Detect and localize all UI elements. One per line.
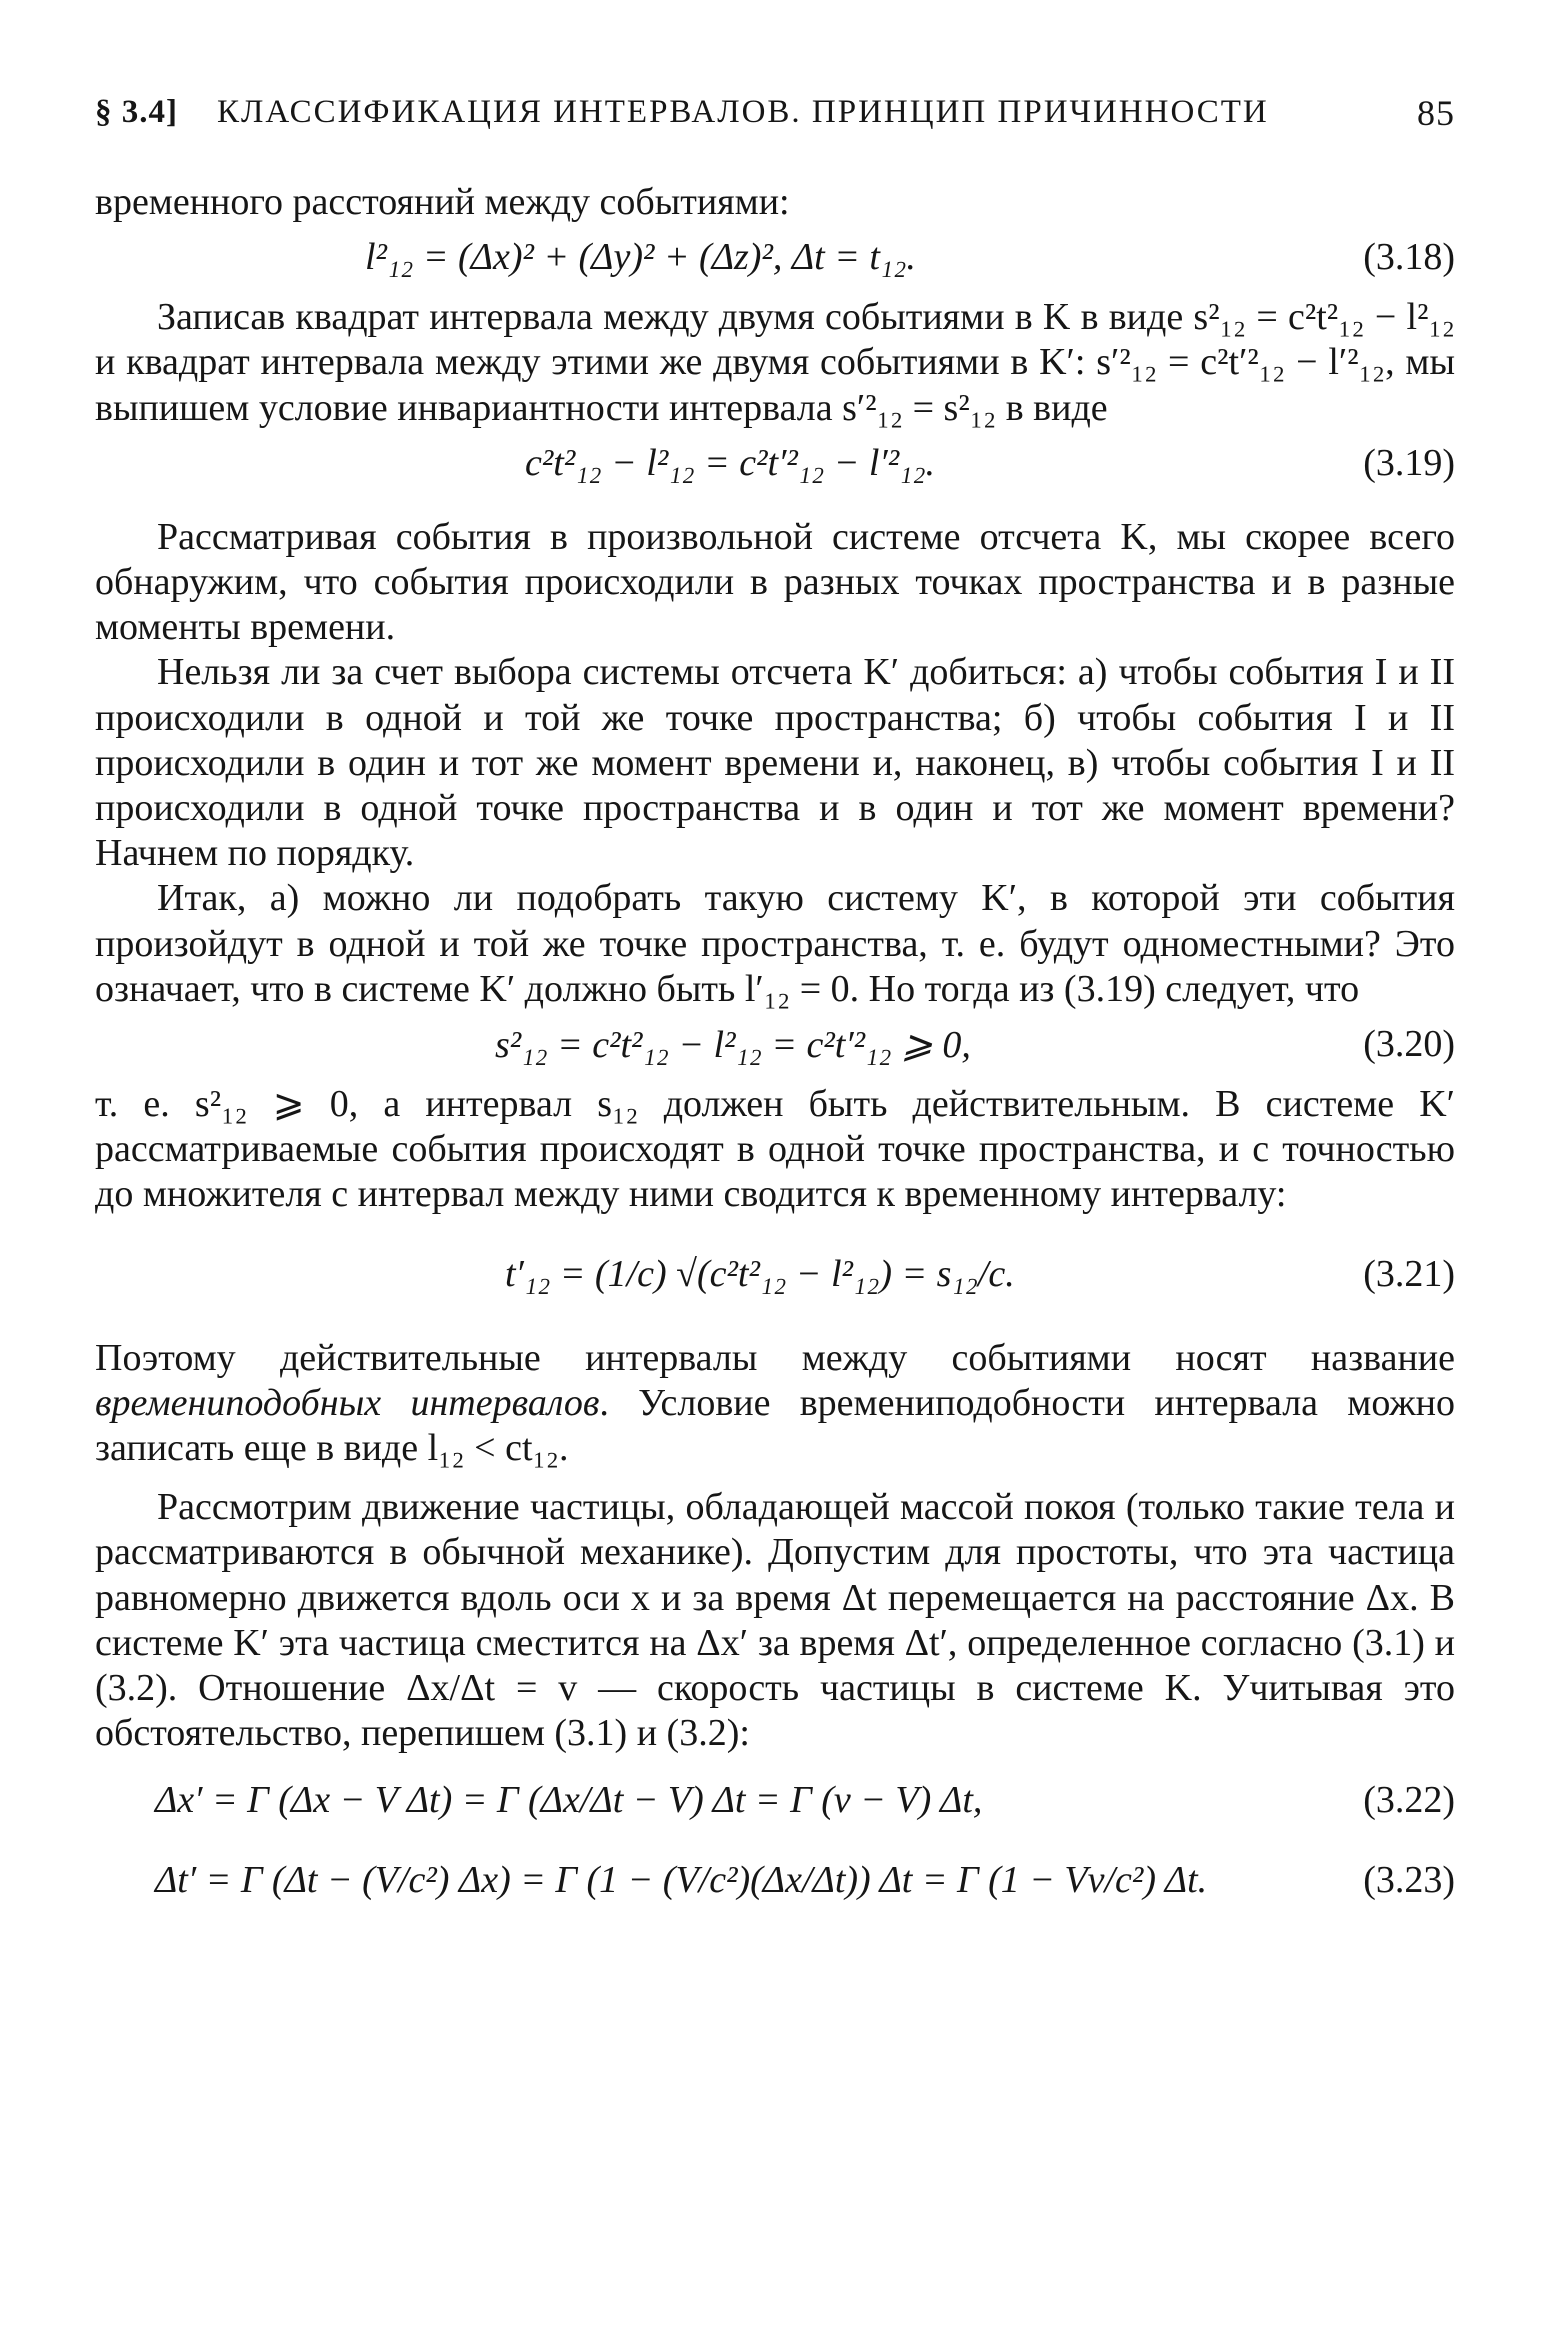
- equation-3-23-number: (3.23): [1363, 1859, 1455, 1902]
- equation-3-20-number: (3.20): [1363, 1023, 1455, 1066]
- equation-3-19-number: (3.19): [1363, 441, 1455, 484]
- equation-3-23-expression: Δt′ = Γ (Δt − (V/c²) Δx) = Γ (1 − (V/c²)(Δx/Δt)) Δt = Γ (1 − Vv/c²) Δt.: [155, 1859, 1208, 1902]
- page-body: [95, 180, 1455, 1928]
- equation-3-19: [95, 431, 1455, 501]
- equation-3-20-expression: s²₁₂ = c²t²₁₂ − l²₁₂ = c²t′²₁₂ ⩾ 0,: [495, 1024, 971, 1067]
- header-title: КЛАССИФИКАЦИЯ ИНТЕРВАЛОВ. ПРИНЦИП ПРИЧИННОСТИ: [217, 94, 1269, 130]
- equation-3-21: [95, 1218, 1455, 1336]
- equation-3-18: [95, 225, 1455, 295]
- equation-3-22: [95, 1756, 1455, 1848]
- equation-3-19-expression: c²t²₁₂ − l²₁₂ = c²t′²₁₂ − l′²₁₂.: [525, 441, 936, 484]
- paragraph-2: Записав квадрат интервала между двумя событиями в K в виде s²₁₂ = c²t²₁₂ − l²₁₂ и квадрат интервала между этими же двумя событиями в K′: s′²₁₂ = c²t′²₁₂ − l′²₁₂, мы выпишем условие инвариантности интервала s′²₁₂ = s²₁₂ в виде: [95, 296, 1455, 429]
- paragraph-7: [95, 1336, 1455, 1472]
- paragraph-7-end: . Условие времениподобности интервала можно записать еще в виде l₁₂ < ct₁₂.: [95, 1381, 1456, 1470]
- paragraph-7-start: Поэтому действительные интервалы между событиями носят название: [95, 1336, 1455, 1379]
- page-number: 85: [1417, 93, 1455, 133]
- equation-3-22-expression: Δx′ = Γ (Δx − V Δt) = Γ (Δx/Δt − V) Δt = Γ (v − V) Δt,: [155, 1779, 983, 1822]
- paragraph-1: временного расстояний между событиями:: [95, 181, 790, 223]
- equation-3-23: [95, 1848, 1455, 1928]
- equation-3-21-number: (3.21): [1363, 1252, 1455, 1295]
- equation-3-22-number: (3.22): [1363, 1779, 1455, 1822]
- equation-3-18-expression: l²₁₂ = (Δx)² + (Δy)² + (Δz)², Δt = t₁₂.: [365, 236, 916, 279]
- paragraph-8: Рассмотрим движение частицы, обладающей массой покоя (только такие тела и рассматриваются в обычной механике). Допустим для простоты, что эта частица равномерно движется вдоль оси x и за время Δt перемещается на расстояние Δx. В системе K′ эта частица сместится на Δx′ за время Δt′, определенное согласно (3.1) и (3.2). Отношение Δx/Δt = v — скорость частицы в системе K. Учитывая это обстоятельство, перепишем (3.1) и (3.2):: [95, 1486, 1455, 1755]
- emphasis-timelike-intervals: времениподобных интервалов: [95, 1381, 600, 1424]
- paragraph-6: т. е. s²₁₂ ⩾ 0, а интервал s₁₂ должен быть действительным. В системе K′ рассматриваемые события происходят в одной точке пространства, и с точностью до множителя c интервал между ними сводится к временному интервалу:: [95, 1083, 1455, 1216]
- paragraph-4: Нельзя ли за счет выбора системы отсчета K′ добиться: а) чтобы события I и II происходили в одной и той же точке пространства; б) чтобы события I и II происходили в один и тот же момент времени и, наконец, в) чтобы события I и II происходили в одной точке пространства и в один и тот же момент времени? Начнем по порядку.: [95, 651, 1455, 875]
- section-reference: § 3.4]: [95, 94, 178, 130]
- equation-3-20: [95, 1012, 1455, 1082]
- paragraph-5: Итак, а) можно ли подобрать такую систему K′, в которой эти события произойдут в одной и той же точке пространства, т. е. будут одноместными? Это означает, что в системе K′ должно быть l′₁₂ = 0. Но тогда из (3.19) следует, что: [95, 877, 1455, 1010]
- running-header: [95, 88, 1455, 138]
- paragraph-3: Рассматривая события в произвольной системе отсчета K, мы скорее всего обнаружим, что события происходили в разных точках пространства и в разные моменты времени.: [95, 515, 1455, 649]
- equation-3-21-expression: t′₁₂ = (1/c) √(c²t²₁₂ − l²₁₂) = s₁₂/c.: [505, 1252, 1015, 1295]
- equation-3-18-number: (3.18): [1363, 236, 1455, 279]
